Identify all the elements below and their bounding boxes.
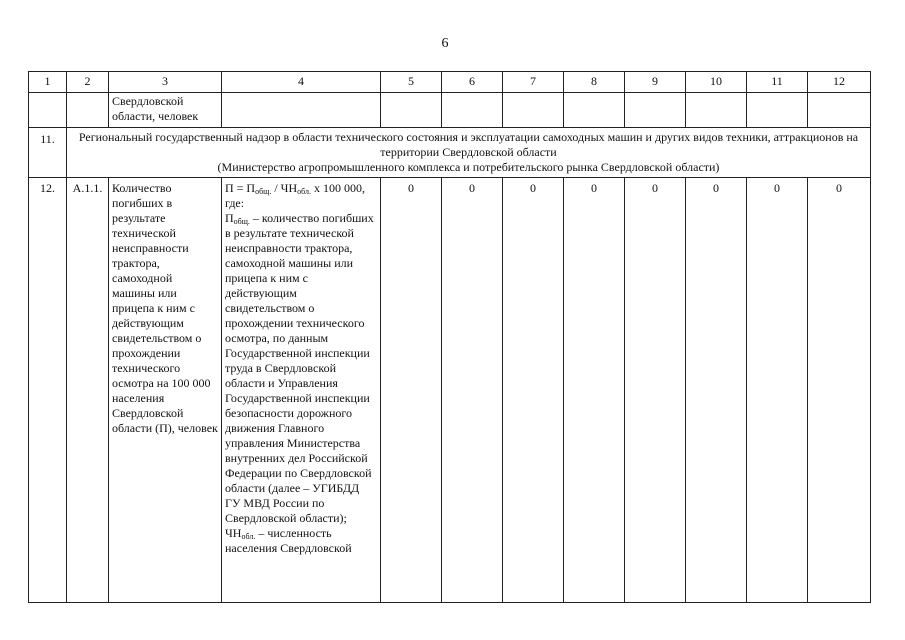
col-header: 7 [503, 72, 564, 93]
indicator-row [29, 178, 871, 603]
value-cell: 0 [381, 178, 442, 603]
col-header: 5 [381, 72, 442, 93]
value-cell: 0 [625, 178, 686, 603]
continued-row [29, 93, 871, 128]
indicator-description: Количество погибших в результате технической неисправности трактора, самоходной машины или прицепа к ним с действующим свидетельством о прохождении технического осмотра на 100 000 населения Свердловской области (П), человек [109, 178, 222, 603]
col-header: 1 [29, 72, 67, 93]
indicator-code: А.1.1. [67, 178, 109, 603]
value-cell: 0 [808, 178, 871, 603]
formula-cell [222, 178, 381, 603]
column-number-row [29, 72, 871, 93]
col-header: 3 [109, 72, 222, 93]
col-header: 12 [808, 72, 871, 93]
col-header: 11 [747, 72, 808, 93]
row-number: 12. [29, 178, 67, 603]
value-cell: 0 [442, 178, 503, 603]
section-row [29, 128, 871, 178]
col-header: 8 [564, 72, 625, 93]
col-header: 6 [442, 72, 503, 93]
formula: $П = П_{общ.} / ЧН_{обл.}$ х 100 000, где: [225, 181, 366, 210]
page-number: 6 [441, 36, 449, 51]
formula-definition-p: $П_{общ.}$ – количество погибших в результате технической неисправности трактора, самоходной машины или прицепа к ним с действующим свидетельством о прохождении технического осмотра, по данным Государственной инспекции труда в Свердловской области и Управления Государственной инспекции безопасности дорожного движения Главного управления Министерства внутренних дел Российской Федерации по Свердловской области (далее – УГИБДД ГУ МВД России по Свердловской области); [225, 211, 374, 525]
section-title: Региональный государственный надзор в области технического состояния и эксплуатации самоходных машин и других видов техники, аттракционов на территории Свердловской области [78, 130, 859, 159]
indicator-cell-continued: Свердловской области, человек [109, 93, 222, 128]
indicators-table [28, 71, 871, 603]
section-number: 11. [29, 128, 67, 178]
value-cell: 0 [503, 178, 564, 603]
section-title-cell [67, 128, 871, 178]
col-header: 9 [625, 72, 686, 93]
col-header: 2 [67, 72, 109, 93]
section-subtitle: (Министерство агропромышленного комплекса и потребительского рынка Свердловской области) [217, 160, 720, 174]
col-header: 10 [686, 72, 747, 93]
value-cell: 0 [686, 178, 747, 603]
formula-definition-chn: $ЧН_{обл.}$ – численность населения Свердловской [225, 526, 352, 555]
value-cell: 0 [747, 178, 808, 603]
value-cell: 0 [564, 178, 625, 603]
col-header: 4 [222, 72, 381, 93]
